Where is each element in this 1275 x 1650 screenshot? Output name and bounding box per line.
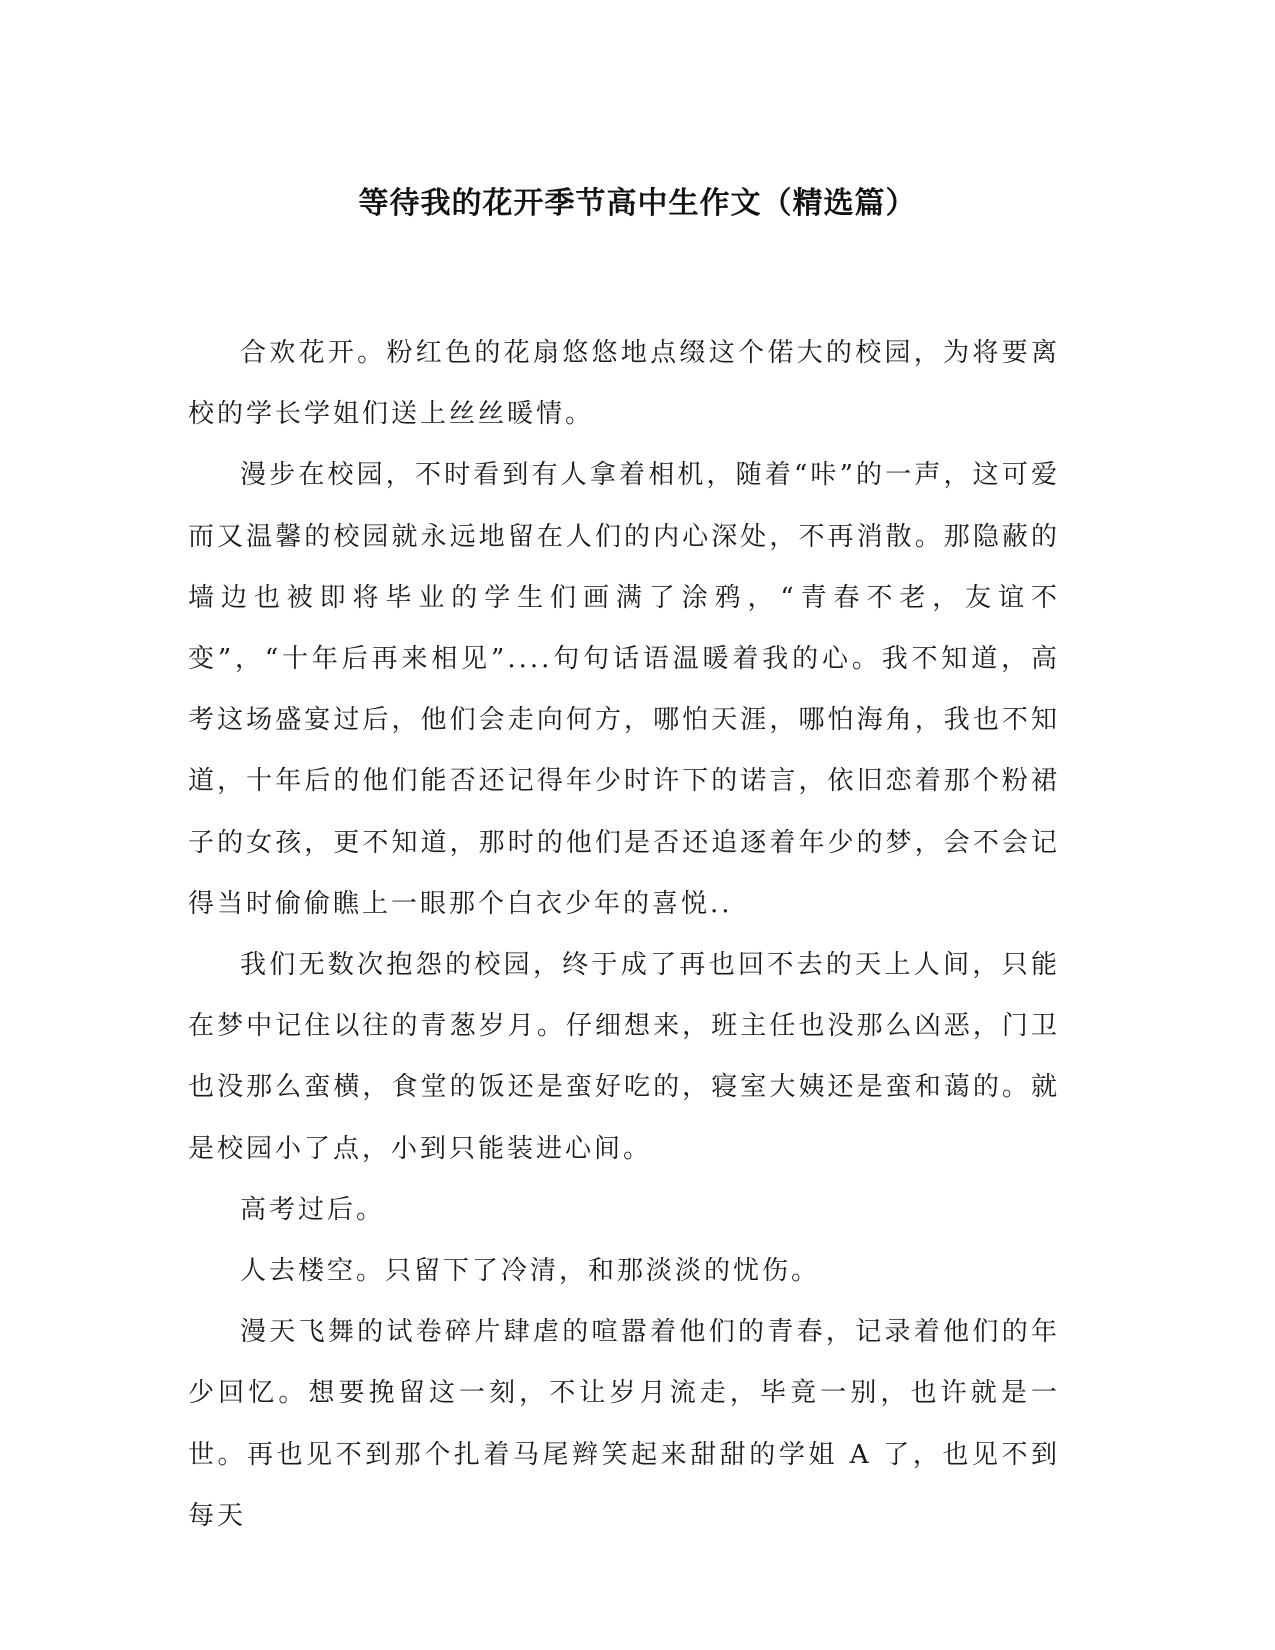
paragraph: 合欢花开。粉红色的花扇悠悠地点缀这个偌大的校园，为将要离校的学长学姐们送上丝丝暖情。 [188, 338, 1060, 430]
paragraph: 漫步在校园，不时看到有人拿着相机，随着“咔”的一声，这可爱而又温馨的校园就永远地留在人们的内心深处，不再消散。那隐蔽的墙边也被即将毕业的学生们画满了涂鸦，“青春不老，友谊不变”，“十年后再来相见”....句句话语温暖着我的心。我不知道，高考这场盛宴过后，他们会走向何方，哪怕天涯，哪怕海角，我也不知道，十年后的他们能否还记得年少时许下的诺言，依旧恋着那个粉裙子的女孩，更不知道，那时的他们是否还追逐着年少的梦，会不会记得当时偷偷瞧上一眼那个白衣少年的喜悦.. [188, 460, 1060, 919]
document-body [188, 323, 1060, 1547]
paragraph: 漫天飞舞的试卷碎片肆虐的喧嚣着他们的青春，记录着他们的年少回忆。想要挽留这一刻，不让岁月流走，毕竟一别，也许就是一世。再也见不到那个扎着马尾辫笑起来甜甜的学姐 A 了，也见不到每天 [188, 1317, 1060, 1531]
paragraph: 高考过后。 [240, 1194, 386, 1225]
paragraph: 人去楼空。只留下了冷清，和那淡淡的忧伤。 [240, 1256, 821, 1287]
document-title: 等待我的花开季节高中生作文（精选篇） [358, 186, 917, 221]
paragraph: 我们无数次抱怨的校园，终于成了再也回不去的天上人间，只能在梦中记住以往的青葱岁月。仔细想来，班主任也没那么凶恶，门卫也没那么蛮横，食堂的饭还是蛮好吃的，寝室大姨还是蛮和蔼的。就是校园小了点，小到只能装进心间。 [188, 950, 1060, 1164]
